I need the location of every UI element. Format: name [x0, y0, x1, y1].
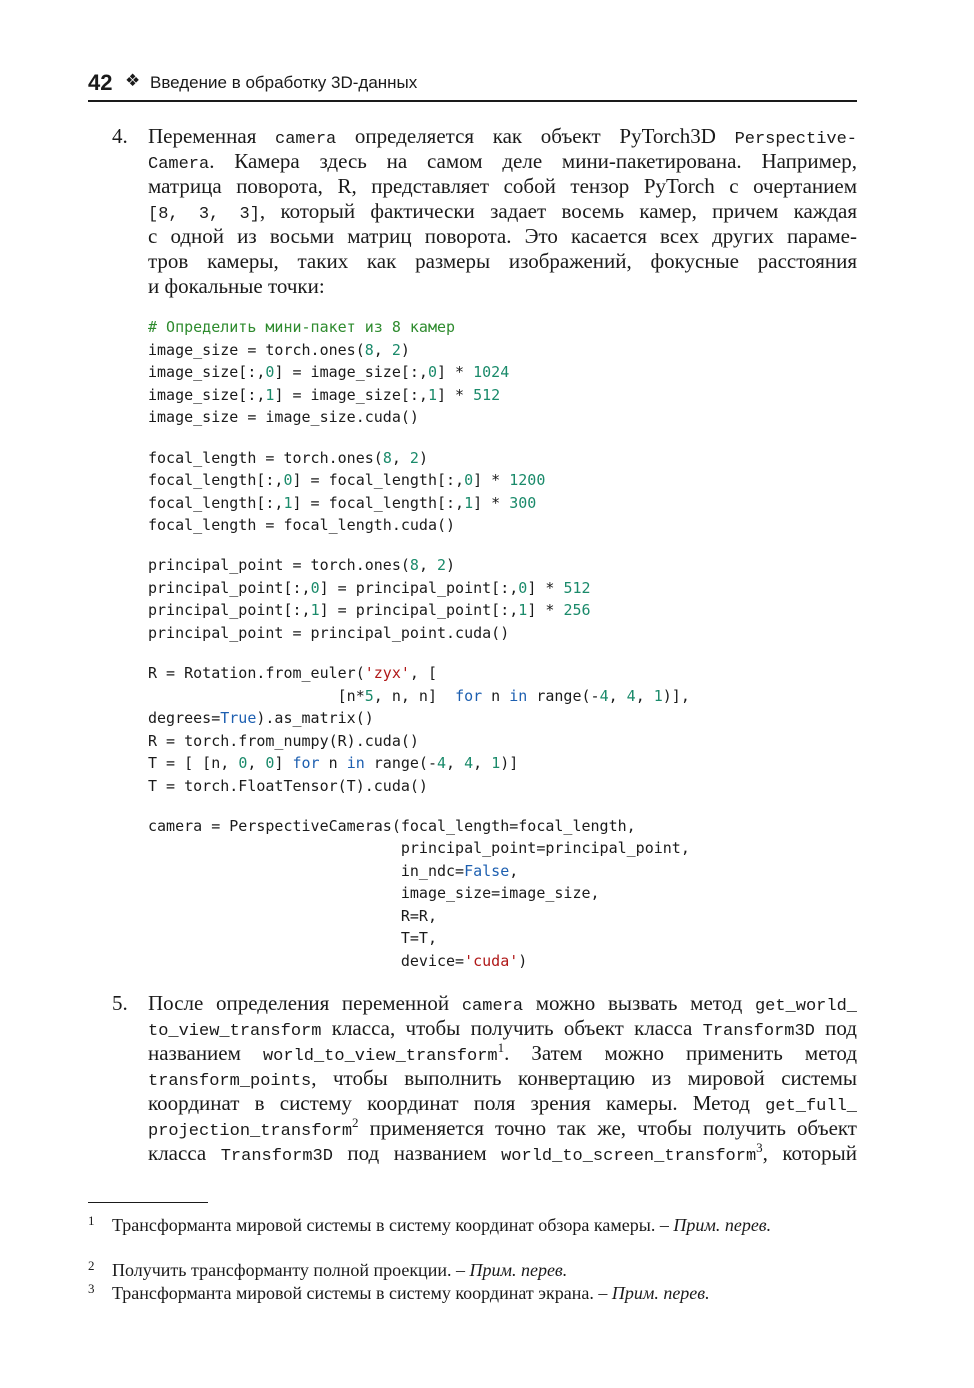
text-line: После определения переменной camera можно вызвать метод get_world_ — [148, 991, 857, 1016]
list-item-number: 5. — [112, 991, 128, 1015]
running-header — [88, 68, 857, 102]
code-line: principal_point[:,0] = principal_point[:,0] * 512 — [148, 579, 591, 597]
text-line: transform_points, чтобы выполнить конвертацию из мировой системы — [148, 1066, 857, 1091]
code-line: image_size = torch.ones(8, 2) — [148, 341, 410, 359]
code-line: focal_length[:,1] = focal_length[:,1] * 300 — [148, 494, 537, 512]
text-line: и фокальные точки: — [148, 274, 325, 298]
page-number: 42 — [88, 70, 113, 95]
code-line: T = [ [n, 0, 0] for n in range(-4, 4, 1)] — [148, 754, 519, 772]
text-line: названием world_to_view_transform$^1$. Затем можно применить метод — [148, 1040, 857, 1066]
code-line: in_ndc=False, — [148, 862, 519, 880]
text-line: projection_transform$^2$ применяется точно так же, чтобы получить объект — [148, 1115, 857, 1141]
code-line: focal_length[:,0] = focal_length[:,0] * 1200 — [148, 471, 546, 489]
code-line: focal_length = torch.ones(8, 2) — [148, 449, 428, 467]
text-line: с одной из восьми матриц поворота. Это касается всех других параме- — [148, 224, 857, 248]
code-line: R = Rotation.from_euler('zyx', [ — [148, 664, 437, 682]
code-line: image_size=image_size, — [148, 884, 600, 902]
footnote-ref[interactable]: 3 — [756, 1140, 763, 1155]
code-line: [n*5, n, n] for n in range(-4, 4, 1)], — [148, 687, 690, 705]
footnote-divider — [88, 1202, 208, 1203]
code-line: principal_point=principal_point, — [148, 839, 690, 857]
footnote-ref[interactable]: 1 — [497, 1040, 505, 1055]
code-line: degrees=True).as_matrix() — [148, 709, 374, 727]
code-line: camera = PerspectiveCameras(focal_length=focal_length, — [148, 817, 636, 835]
code-line: T=T, — [148, 929, 437, 947]
footnote-number: 2 — [88, 1258, 95, 1273]
code-line: principal_point = principal_point.cuda() — [148, 624, 510, 642]
text-line: Переменная camera определяется как объект PyTorch3D Perspective- — [148, 124, 857, 149]
list-item-body — [148, 124, 857, 299]
separator-diamond-icon: ❖ — [125, 71, 141, 90]
text-line: [8, 3, 3], который фактически задает восемь камер, причем каждая — [148, 199, 857, 224]
running-title: Введение в обработку 3D-данных — [150, 73, 418, 92]
code-line: image_size[:,0] = image_size[:,0] * 1024 — [148, 363, 510, 381]
code-line: T = torch.FloatTensor(T).cuda() — [148, 777, 428, 795]
text-line: класса Transform3D под названием world_to_screen_transform$^3$, который — [148, 1140, 857, 1166]
code-line: principal_point = torch.ones(8, 2) — [148, 556, 456, 574]
code-line: R = torch.from_numpy(R).cuda() — [148, 732, 419, 750]
text-line: Camera. Камера здесь на самом деле мини-пакетирована. Например, — [148, 149, 857, 174]
footnote-text: Трансформанта мировой системы в систему координат обзора камеры. – Прим. перев. — [112, 1215, 772, 1235]
text-line: тров камеры, таких как размеры изображений, фокусные расстояния — [148, 249, 857, 273]
code-line: image_size = image_size.cuda() — [148, 408, 419, 426]
text-line: to_view_transform класса, чтобы получить объект класса Transform3D под — [148, 1016, 857, 1041]
footnote-text: Получить трансформанту полной проекции. – Прим. перев. — [112, 1260, 568, 1280]
text-line: координат в систему координат поля зрения камеры. Метод get_full_ — [148, 1091, 857, 1116]
text-line: матрица поворота, R, представляет собой тензор PyTorch с очертанием — [148, 174, 857, 198]
list-item-number: 4. — [112, 124, 128, 148]
code-line: image_size[:,1] = image_size[:,1] * 512 — [148, 386, 501, 404]
footnote-number: 1 — [88, 1213, 95, 1228]
code-line: R=R, — [148, 907, 437, 925]
list-item-body — [148, 991, 857, 1166]
code-line: principal_point[:,1] = principal_point[:,1] * 256 — [148, 601, 591, 619]
code-line: device='cuda') — [148, 952, 528, 970]
footnote-number: 3 — [88, 1281, 95, 1296]
footnote-ref[interactable]: 2 — [352, 1115, 359, 1130]
code-line: focal_length = focal_length.cuda() — [148, 516, 456, 534]
code-comment: # Определить мини-пакет из 8 камер — [148, 318, 456, 336]
footnote-text: Трансформанта мировой системы в систему координат экрана. – Прим. перев. — [112, 1283, 710, 1303]
